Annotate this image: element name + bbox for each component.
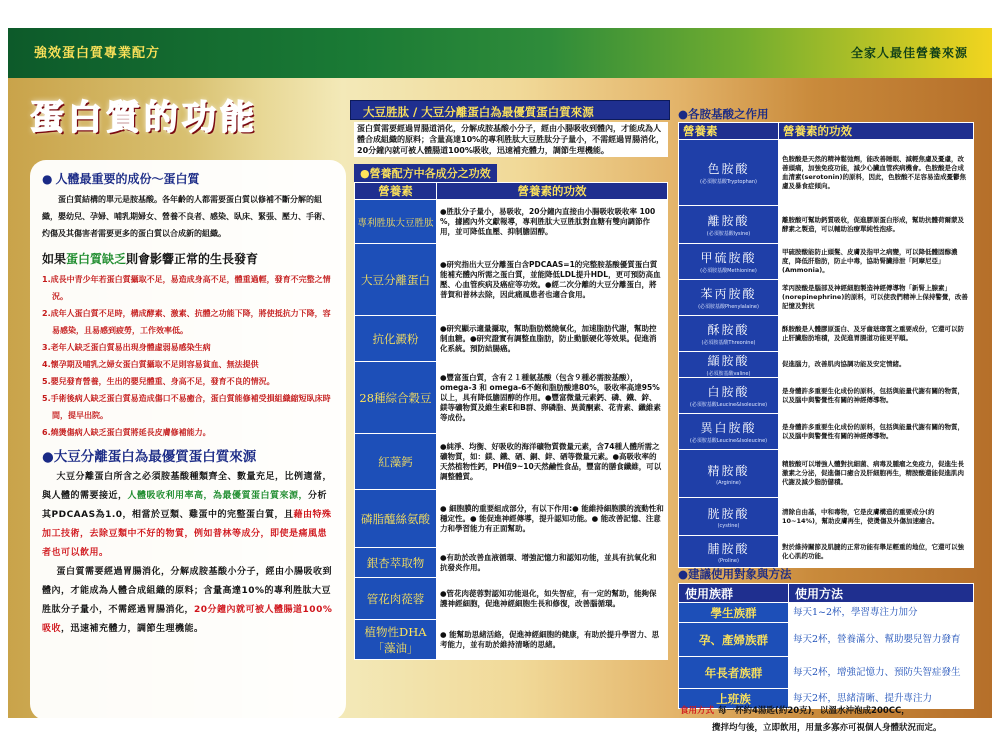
main-title: 蛋白質的功能	[30, 98, 258, 138]
table-row	[679, 623, 974, 657]
usage-group: 孕、產婦族群	[679, 623, 789, 657]
table-row	[679, 603, 974, 623]
nutrient-effect: ●管花肉蓯蓉對認知功能退化，如失智症，有一定的幫助，能夠保護神經細胞，促進神經細胞生長和修復，改善腦循環。	[437, 578, 668, 620]
amino-effect: 清除自由基，中和毒物，它是皮膚構造的重要成分(約10~14%)，幫助皮膚再生，使燙傷及外傷加速癒合。	[779, 498, 974, 536]
nutrient-name: 專利胜肽大豆胜肽	[355, 200, 437, 244]
column-header: 使用族群	[679, 584, 789, 603]
table-row	[679, 450, 974, 498]
amino-effect: 酥胺酸是人體膠原蛋白、及牙齒琺瑯質之重要成份，它還可以防止肝臟脂肪堆積，及促進胃腸道功能更平順。	[779, 316, 974, 352]
usage-group: 年長者族群	[679, 657, 789, 689]
amino-effect: 是身體許多重要生化成份的原料，包括與能量代謝有關的物質，以及腦中與警覺性有關的神經傳導物。	[779, 378, 974, 414]
amino-effect: 對於維持關節及肌腱的正常功能有舉足輕重的地位，它還可以強化心肌的功能。	[779, 536, 974, 568]
header-band	[8, 28, 992, 78]
usage-table	[678, 583, 974, 709]
section-protein-title: ● 人體最重要的成份～蛋白質	[42, 172, 200, 186]
usage-note-label: 食用方式	[680, 706, 715, 716]
amino-effect: 是身體許多重要生化成份的原料，包括與能量代謝有關的物質，以及腦中與警覺性有關的神經傳導物。	[779, 414, 974, 450]
brochure	[8, 28, 992, 733]
usage-method: 每天2杯，營養滿分、幫助嬰兒智力發育	[789, 623, 974, 657]
nutrient-name: 28種綜合穀豆	[355, 362, 437, 434]
list-item: 3.老年人缺乏蛋白質易出現身體虛弱易感染生病	[42, 343, 211, 352]
usage-group: 學生族群	[679, 603, 789, 623]
usage-method: 每天2杯，增強記憶力、預防失智症發生	[789, 657, 974, 689]
amino-name: 苯丙胺酸 (必須胺基酸Phenylalaine)	[679, 280, 779, 316]
amino-name: 甲硫胺酸 (必須胺基酸Methionine)	[679, 244, 779, 280]
table-row	[679, 536, 974, 568]
table-header-row	[355, 183, 668, 200]
amino-effect: 促進腦力，改善肌肉協調功能及安定情緒。	[779, 352, 974, 378]
table-header-row	[679, 584, 974, 603]
table-row	[679, 140, 974, 206]
table-row	[679, 352, 974, 378]
amino-name: 離胺酸 (必須胺基酸lysine)	[679, 206, 779, 244]
list-item: 4.懷孕期及哺乳之婦女蛋白質攝取不足則容易貧血、無法提供	[42, 360, 259, 369]
amino-effect: 離胺酸可幫助鈣質吸收，促進膠原蛋白形成，幫助抗體荷爾蒙及酵素之製造，可以輔助治療單純性泡疹。	[779, 206, 974, 244]
usage-note-1: 食用方式 每一杯約4湯匙(約20克)，以溫水沖泡成200CC，	[680, 706, 910, 716]
middle-title: 大豆胜肽 / 大豆分離蛋白為最優質蛋白質來源	[350, 100, 670, 120]
column-header: 營養素的功效	[779, 123, 974, 140]
table-row	[679, 414, 974, 450]
formula-table	[354, 182, 668, 660]
nutrient-effect: ● 能幫助思緒活絡，促進神經細胞的健康，有助於提升學習力、思考能力，並有助於維持清晰的思緒。	[437, 620, 668, 660]
list-item: 5.手術後病人缺乏蛋白質易造成傷口不易癒合，蛋白質能修補受損組織縮短臥床時間，提早出院。	[42, 394, 331, 420]
table-row	[355, 316, 668, 362]
table-row	[355, 244, 668, 316]
usage-title: ●建議使用對象與方法	[678, 567, 792, 581]
nutrient-effect: ●純淨、均衡、好吸收的海洋礦物質微量元素，含74種人體所需之礦物質，如：鎂、鐵、硒、銅、鋅、硒等微量元素。●高吸收率的天然植物性鈣，PH值9~10天然鹼性食品，豐富的膳食纖維，可以調整體質。	[437, 434, 668, 490]
list-item: 5.嬰兒發育營養，生出的嬰兒體重、身高不足，發育不良的情況。	[42, 377, 275, 386]
amino-name: 精胺酸 (Arginine)	[679, 450, 779, 498]
column-header: 營養素	[679, 123, 779, 140]
amino-name: 色胺酸 (必須胺基酸Tryptophan)	[679, 140, 779, 206]
table-row	[355, 362, 668, 434]
usage-method: 每天2杯，思緒清晰、提升專注力	[789, 689, 974, 709]
left-panel	[30, 160, 346, 720]
amino-name: 胱胺酸 (cystine)	[679, 498, 779, 536]
nutrient-effect: ●豐富蛋白質，含有２１種氨基酸（包含９種必需胺基酸），omega-3 和 omega-6不飽和脂肪酸達80%，吸收率高達95%以上，具有降低膽固醇的作用。●豐富微量元素鈣、磷、鐵、鋅、鎂等礦物質及維生素E和B群、卵磷脂、異黃酮素、花青素、纖維素等成份。	[437, 362, 668, 434]
nutrient-name: 磷脂醯絲氨酸	[355, 490, 437, 548]
nutrient-effect: ●研究顯示適量攝取，幫助脂肪燃燒氧化，加速脂肪代謝，幫助控制血糖。●研究證實有調整血脂肪，防止動脈硬化等效果。促進消化系統。預防結腸癌。	[437, 316, 668, 362]
table-row	[679, 316, 974, 352]
amino-acid-table	[678, 122, 974, 568]
amino-acid-title: ●各胺基酸之作用	[678, 107, 769, 121]
formula-subtitle: ●營養配方中各成分之功效	[354, 164, 497, 182]
table-header-row	[679, 123, 974, 140]
table-row	[679, 498, 974, 536]
nutrient-name: 紅藻鈣	[355, 434, 437, 490]
list-item: 2.成年人蛋白質不足時，構成酵素、激素、抗體之功能下降，將使抵抗力下降，容易感染，且易感到疲勞，工作效率低。	[42, 309, 331, 335]
table-row	[355, 548, 668, 578]
amino-name: 脯胺酸 (Proline)	[679, 536, 779, 568]
table-row	[679, 244, 974, 280]
table-row	[355, 578, 668, 620]
usage-method: 每天1~2杯，學習專注力加分	[789, 603, 974, 623]
amino-effect: 色胺酸是天然的精神鬆弛劑，能改善睡眠、減輕焦慮及憂慮，改善頭痛，加強免疫功能，減少心臟血管疾病機會。色胺酸是合成血清素(serotonin)的原料，因此，色胺酸不足容易造成憂鬱焦慮及暴食症傾向。	[779, 140, 974, 206]
list-item: 1.成長中青少年若蛋白質攝取不足，易造成身高不足，體重過輕，發育不完整之情況。	[42, 275, 331, 301]
nutrient-name: 銀杏萃取物	[355, 548, 437, 578]
amino-name: 異白胺酸 (必須胺基酸Leucine&Isoleucine)	[679, 414, 779, 450]
table-row	[355, 620, 668, 660]
usage-note-2: 攪拌均勻後，立即飲用，用量多寡亦可視個人身體狀況而定。	[712, 723, 942, 733]
bullet-icon: ●	[42, 172, 53, 186]
nutrient-effect: ●胜肽分子量小，易吸收，20分鐘內直接由小腸吸收吸收率 100 %，據國內外文獻報導，專利胜肽大豆胜肽對血糖有雙向調節作用，並可降低血壓、抑制膽固醇。	[437, 200, 668, 244]
column-header: 營養素	[355, 183, 437, 200]
nutrient-name: 大豆分離蛋白	[355, 244, 437, 316]
table-row	[355, 490, 668, 548]
nutrient-effect: ●有助於改善血液循環、增強記憶力和認知功能，並具有抗氧化和抗發炎作用。	[437, 548, 668, 578]
nutrient-effect: ● 細胞膜的重要組成部分，有以下作用:● 能維持細胞膜的流動性和穩定性。● 能促進神經傳導，提升認知功能。● 能改善記憶、注意力和學習能力有正面幫助。	[437, 490, 668, 548]
section-soy-body-2: 蛋白質需要經過胃腸消化，分解成胺基酸小分子，經由小腸吸收到體內，才能成為人體合成組織的原料；含量高達10%的專利胜肽大豆胜肽分子量小，不需經過胃腸消化，20分鐘內就可被人體腸道100%吸收，迅速補充體力，調節生理機能。	[42, 567, 333, 634]
amino-effect: 甲硫胺酸能防止頭髮、皮膚及指甲之病變，可以降低體固醇濃度，降低肝脂肪，防止中毒，協助腎臟排泄「阿摩尼亞」(Ammonia)。	[779, 244, 974, 280]
middle-intro: 蛋白質需要經過胃腸道消化，分解成胺基酸小分子，經由小腸吸收到體內，才能成為人體合成組織的原料；含量高達10%的專利胜肽大豆胜肽分子量小，不需經過胃腸消化，20分鐘內就可被人體腸道100%吸收，迅速補充體力，調節生理機能。	[354, 122, 668, 157]
bullet-icon: ●	[42, 449, 54, 465]
amino-name: 纈胺酸 (必須胺基酸valine)	[679, 352, 779, 378]
table-row	[679, 378, 974, 414]
nutrient-effect: ●研究指出大豆分離蛋白含PDCAAS=1的完整胺基酸優質蛋白質能補充體內所需之蛋白質，並能降低LDL提升HDL，更可預防高血壓、心血管疾病及癌症等功效。●經二次分離的大豆分離蛋白，將普賀和普林去除，因此痛風患者也適合食用。	[437, 244, 668, 316]
section-protein-body: 蛋白質結構的單元是胺基酸。各年齡的人都需要蛋白質以修補不斷分解的組織，嬰幼兒、孕婦、哺乳期婦女、營養不良者、感染、臥床、緊張、壓力、手術、灼傷及其傷害者需要更多的蛋白質以合成新的組織。	[42, 195, 330, 238]
list-item: 6.燒燙傷病人缺乏蛋白質將延長皮膚修補能力。	[42, 428, 211, 437]
amino-effect: 精胺酸可以增強人體對抗細菌、病毒及腫瘤之免疫力，促進生長激素之分泌，促進傷口癒合及肝細胞再生，精胺酸還能促進肌肉代謝及減少脂肪儲積。	[779, 450, 974, 498]
table-row	[679, 657, 974, 689]
header-left-slogan: 強效蛋白質專業配方	[34, 46, 161, 61]
column-header: 使用方法	[789, 584, 974, 603]
header-right-slogan: 全家人最佳營養來源	[850, 46, 968, 60]
nutrient-name: 植物性DHA「藻油」	[355, 620, 437, 660]
table-row	[355, 200, 668, 244]
table-row	[679, 280, 974, 316]
nutrient-name: 抗化澱粉	[355, 316, 437, 362]
section-soy-body: 大豆分離蛋白所含之必須胺基酸種類齊全、數量充足，比例適當，與人體的需要接近，人體吸收利用率高，為最優質蛋白質來源，分析其PDCAAS為1.0，相當於豆類、雞蛋中的完整蛋白質，且藉由特殊加工技術，去除豆類中不好的物質，例如普林等成分，即使是痛風患者也可以飲用。	[42, 472, 333, 558]
amino-name: 酥胺酸 (必須胺基酸Threonine)	[679, 316, 779, 352]
table-row	[679, 206, 974, 244]
deficiency-list	[42, 271, 336, 441]
nutrient-name: 管花肉蓯蓉	[355, 578, 437, 620]
table-row	[355, 434, 668, 490]
usage-group: 上班族	[679, 689, 789, 709]
column-header: 營養素的功效	[437, 183, 668, 200]
section-soy-title: ●大豆分離蛋白為最優質蛋白質來源	[42, 449, 257, 465]
amino-effect: 苯丙胺酸是腦部及神經細胞製造神經傳導物「新腎上腺素」(norepinephrine)的原料，可以使我們精神上保持警覺，改善記憶及對抗	[779, 280, 974, 316]
section-deficiency-title: 如果蛋白質缺乏則會影響正常的生長發育	[42, 252, 259, 266]
amino-name: 白胺酸 (必須胺基酸Leucine&Isoleucine)	[679, 378, 779, 414]
